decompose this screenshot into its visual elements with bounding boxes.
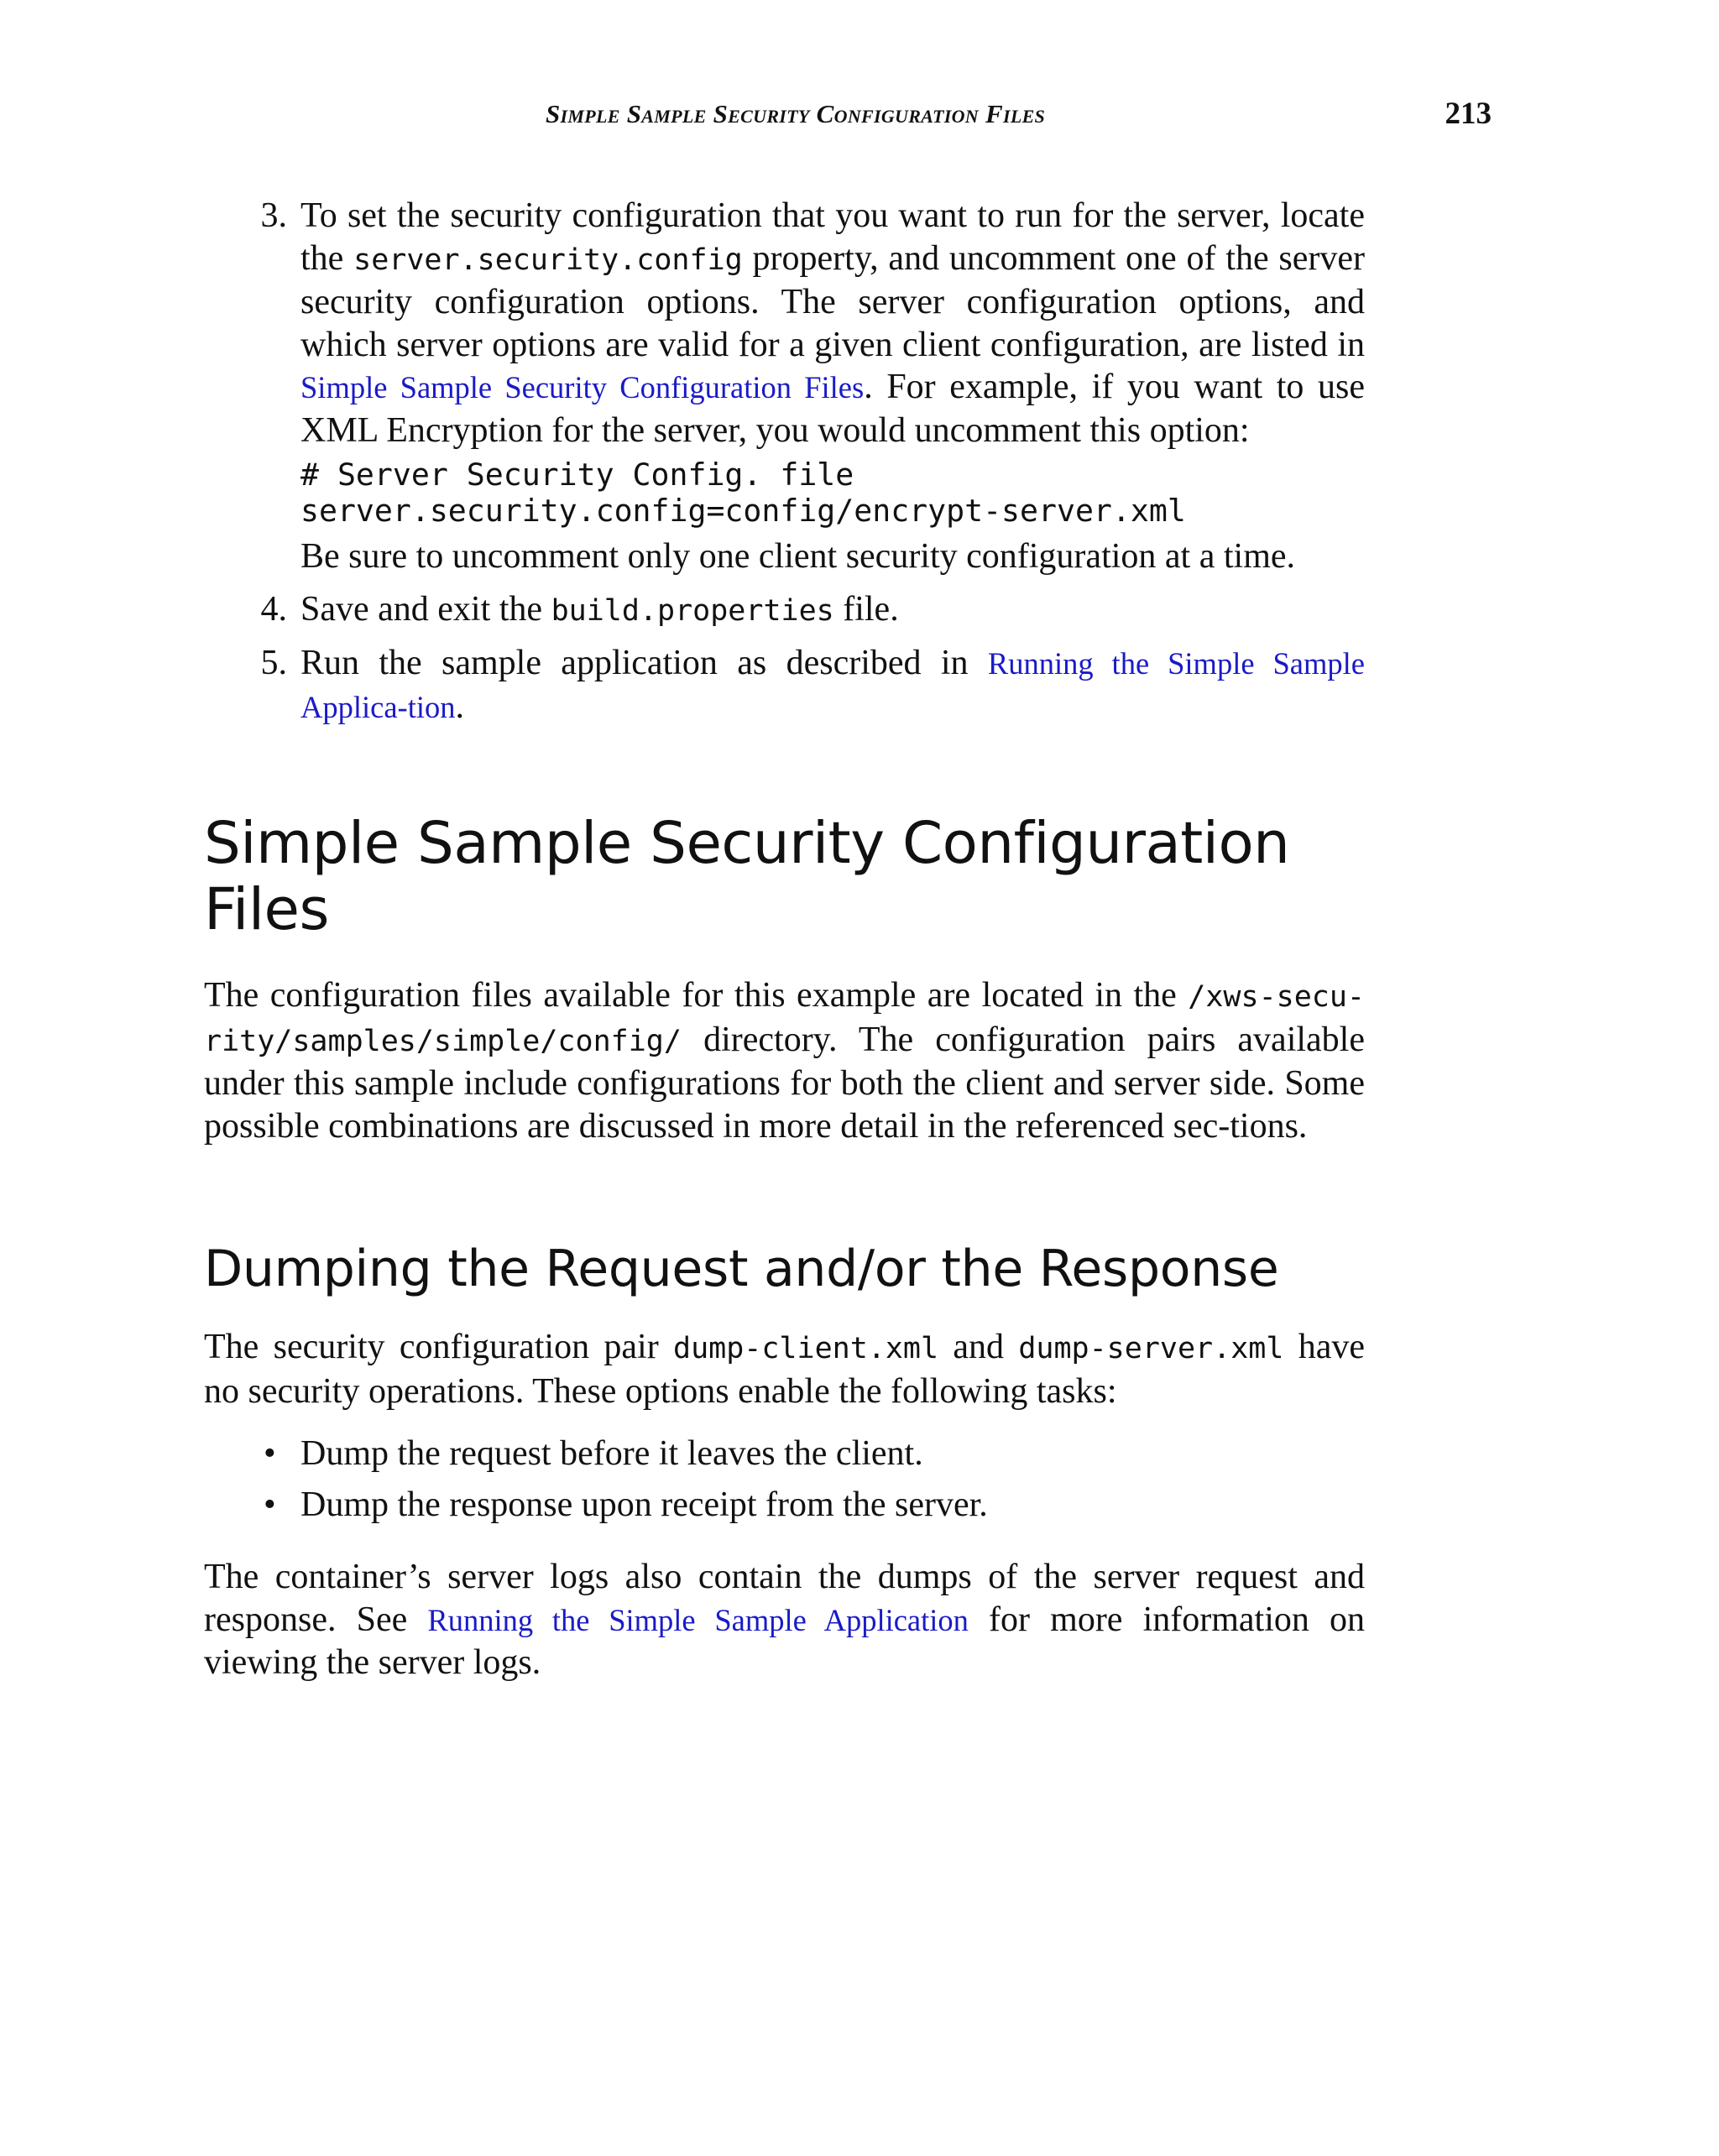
inline-code: build.properties — [551, 593, 834, 628]
inline-code: dump-server.xml — [1018, 1332, 1284, 1365]
step-text: To set the security configuration that you want to run for the server, locate the — [300, 196, 1365, 278]
list-item — [252, 642, 1365, 728]
code-line: # Server Security Config. file — [300, 457, 854, 493]
subsection-closing — [204, 1556, 1365, 1684]
list-number: 4. — [260, 589, 287, 629]
bullet-text: Dump the request before it leaves the client. — [300, 1434, 923, 1473]
step-text: Save and exit the — [300, 589, 551, 629]
step-text: file. — [833, 589, 899, 629]
cross-reference-link[interactable]: Simple Sample Security Configuration Files — [300, 370, 865, 405]
section-heading: Simple Sample Security Configuration Files — [204, 810, 1290, 943]
bullet-icon: • — [264, 1485, 276, 1524]
inline-code: dump-client.xml — [673, 1332, 939, 1365]
inline-code: server.security.config — [353, 243, 743, 277]
list-number: 5. — [260, 644, 287, 682]
bullet-item — [252, 1433, 1365, 1475]
bullet-text: Dump the response upon receipt from the server. — [300, 1485, 988, 1524]
code-block — [300, 457, 1365, 529]
paragraph-text: have no security operations. These options enable the following tasks: — [204, 1328, 1365, 1411]
paragraph-text: for more information on viewing the server logs. — [204, 1600, 1365, 1682]
paragraph-text: The configuration files available for this example are located in the — [204, 976, 1189, 1015]
step-text: property, and uncomment one of the server security configuration options. The server configuration options, and which server options are valid for a given client configuration, are listed in — [300, 238, 1366, 364]
list-item — [252, 588, 1365, 633]
paragraph-text: and — [938, 1328, 1019, 1366]
running-head: Simple Sample Security Configuration Files — [546, 99, 1046, 128]
subsection-heading: Dumping the Request and/or the Response — [204, 1240, 1279, 1298]
step-text: . — [455, 686, 464, 726]
inline-code: /xws-secu-rity/samples/simple/config/ — [204, 980, 1365, 1058]
paragraph-text: The container’s server logs also contain the dumps of the server request and response. See — [204, 1558, 1365, 1639]
cross-reference-link[interactable]: Running the Simple Sample Application — [427, 1602, 969, 1637]
bullet-item — [252, 1484, 1365, 1527]
section-paragraph — [204, 974, 1365, 1147]
step-note: Be sure to uncomment only one client security configuration at a time. — [300, 537, 1296, 576]
step-text: . For example, if you want to use XML Encryption for the server, you would uncomment this option: — [300, 368, 1365, 450]
paragraph-text: directory. The configuration pairs available under this sample include configurations for both the client and server side. Some possible combinations are discussed in more detail in the referenced sec-tions. — [204, 1020, 1365, 1146]
step-text: Run the sample application as described in — [300, 644, 988, 682]
list-number: 3. — [260, 196, 287, 235]
paragraph-text: The security configuration pair — [204, 1328, 673, 1366]
code-line: server.security.config=config/encrypt-server.xml — [300, 493, 1186, 529]
subsection-intro — [204, 1326, 1365, 1412]
list-item — [252, 195, 1365, 578]
bullet-icon: • — [264, 1434, 276, 1473]
page-number: 213 — [1445, 97, 1492, 131]
steps-list — [252, 195, 1365, 728]
cross-reference-link[interactable]: Running the Simple Sample Applica-tion — [300, 646, 1365, 724]
bullet-list — [252, 1433, 1365, 1534]
